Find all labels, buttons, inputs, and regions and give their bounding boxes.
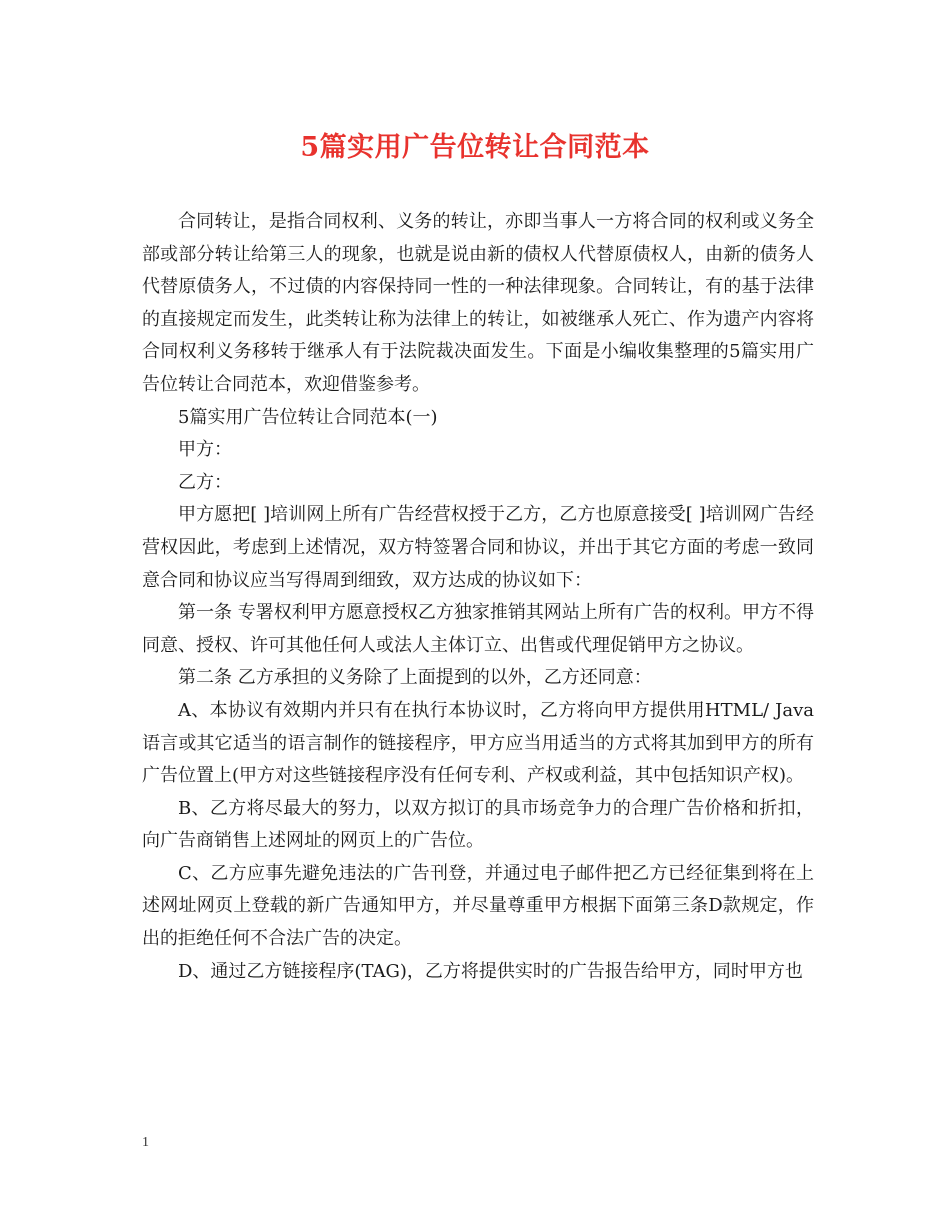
page-number: 1 <box>142 1135 149 1150</box>
paragraph-preamble: 甲方愿把[ ]培训网上所有广告经营权授于乙方，乙方也原意接受[ ]培训网广告经营权因此，考虑到上述情况，双方特签署合同和协议，并出于其它方面的考虑一致同意合同和协议应当写得周到细致，双方达成的协议如下： <box>142 504 814 591</box>
paragraph-intro: 合同转让，是指合同权利、义务的转让，亦即当事人一方将合同的权利或义务全部或部分转让给第三人的现象，也就是说由新的债权人代替原债权人，由新的债务人代替原债务人，不过债的内容保持同一性的一种法律现象。合同转让，有的基于法律的直接规定而发生，此类转让称为法律上的转让，如被继承人死亡、作为遗产内容将合同权利义务移转于继承人有于法院裁决面发生。下面是小编收集整理的5篇实用广告位转让合同范本，欢迎借鉴参考。 <box>142 211 814 395</box>
document-title: 5篇实用广告位转让合同范本 <box>300 132 650 163</box>
paragraph-clause-a: A、本协议有效期内并只有在执行本协议时，乙方将向甲方提供用HTML/ Java语言或其它适当的语言制作的链接程序，甲方应当用适当的方式将其加到甲方的所有广告位置上(甲方对这些链接程序没有任何专利、产权或利益，其中包括知识产权)。 <box>142 699 814 787</box>
paragraph-party-b: 乙方： <box>178 471 232 493</box>
paragraph-party-a: 甲方： <box>178 439 232 461</box>
paragraph-section-heading: 5篇实用广告位转让合同范本(一) <box>178 406 438 428</box>
paragraph-article-1: 第一条 专署权利甲方愿意授权乙方独家推销其网站上所有广告的权利。甲方不得同意、授权、许可其他任何人或法人主体订立、出售或代理促销甲方之协议。 <box>142 602 814 656</box>
paragraph-clause-b: B、乙方将尽最大的努力，以双方拟订的具市场竞争力的合理广告价格和折扣，向广告商销售上述网址的网页上的广告位。 <box>142 797 814 852</box>
paragraph-clause-d: D、通过乙方链接程序(TAG)，乙方将提供实时的广告报告给甲方，同时甲方也 <box>178 960 803 982</box>
paragraph-clause-c: C、乙方应事先避免违法的广告刊登，并通过电子邮件把乙方已经征集到将在上述网址网页上登载的新广告通知甲方，并尽量尊重甲方根据下面第三条D款规定，作出的拒绝任何不合法广告的决定。 <box>142 862 814 950</box>
paragraph-article-2: 第二条 乙方承担的义务除了上面提到的以外，乙方还同意： <box>178 667 652 689</box>
document-body <box>142 206 814 988</box>
